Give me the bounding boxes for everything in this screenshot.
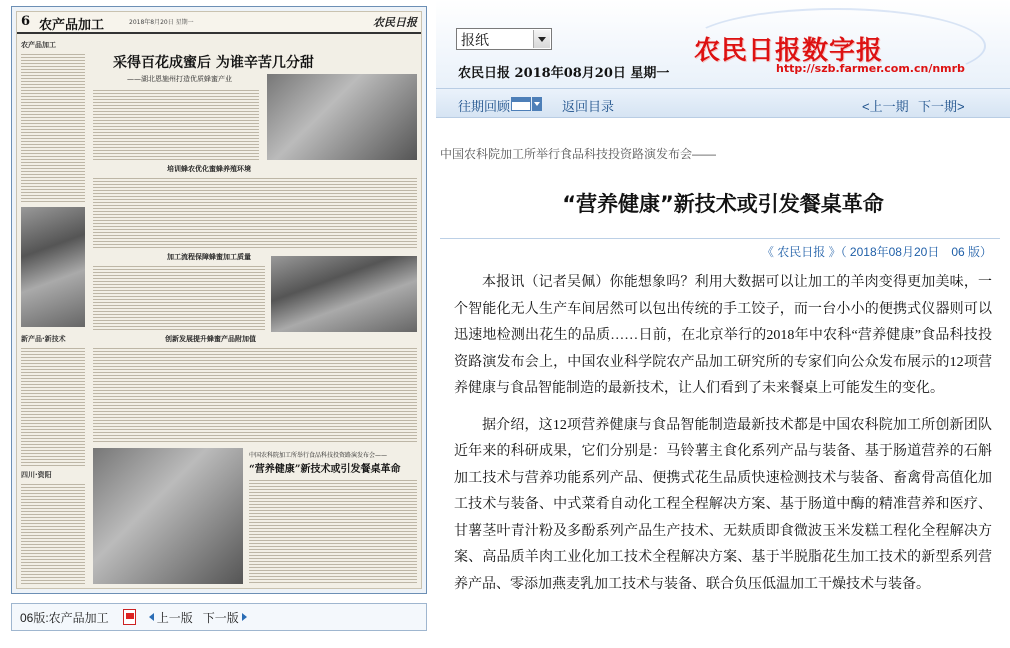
article-paragraph: 据介绍，这12项营养健康与食品智能制造最新技术都是中国农科院加工所创新团队近年来的科研成果，它们分别是：马铃薯主食化系列产品与装备、基于肠道营养的石斛加工技术与营养功能系列产品、便携式花生品质快速检测技术与装备、畜禽骨高值化加工技术与装备、中式菜肴自动化工程全程解决方案、基于肠道中酶的精准营养和医疗、甘薯茎叶青汁粉及多酚系列产品生产技术、无麸质即食微波玉米发糕工程化全程解决方案、高品质羊肉工业化加工技术全程解决方案、基于半脱脂花生加工技术的新型系列营养产品、零添加燕麦乳加工技术与装备、联合负压低温加工干燥技术与装备。 xyxy=(454,417,992,592)
page-nav-bar xyxy=(11,603,427,631)
text-column xyxy=(21,346,85,466)
title-divider xyxy=(440,238,1000,239)
calendar-dropdown-icon[interactable] xyxy=(532,97,542,111)
photo-beekeeper xyxy=(267,74,417,160)
article-paragraph: 本报讯（记者吴佩）你能想象吗？利用大数据可以让加工的羊肉变得更加美味，一个智能化无人生产车间居然可以包出传统的手工饺子，而一台小小的便携式仪器则可以迅速地检测出花生的品质……日前，在北京举行的2018年中农科“营养健康”食品科技投资路演发布会上，中国农业科学院农产品加工研究所的专家们向公众发布展示的12项营养健康与食品智能制造的最新技术，让人们看到了未来餐桌上可能发生的变化。 xyxy=(454,275,992,396)
page-section-name: 农产品加工 xyxy=(39,18,105,33)
text-column xyxy=(93,176,417,248)
paper-select[interactable] xyxy=(456,28,552,50)
left-panel xyxy=(0,0,436,648)
site-url: http://szb.farmer.com.cn/nmrb xyxy=(776,62,965,75)
issue-dateline: 农民日报 2018年08月20日 星期一 xyxy=(458,66,670,81)
newspaper-page-image[interactable] xyxy=(16,11,422,589)
past-review-link[interactable]: 往期回顾 xyxy=(458,99,511,114)
page-subhead-1: 培训蜂农优化蜜蜂养殖环境 xyxy=(167,165,251,173)
photo-bees xyxy=(271,256,417,332)
issue-nav-bar xyxy=(436,88,1010,118)
calendar-icon[interactable] xyxy=(511,97,531,111)
page-header xyxy=(17,12,421,34)
article-source[interactable]: 《 农民日报 》（ 2018年08月20日 06 版） xyxy=(761,245,992,259)
site-logo: 农民日报数字报 xyxy=(694,36,884,66)
prev-page-label: 上一版 xyxy=(156,610,193,625)
page-headline-main[interactable]: 采得百花成蜜后 为谁辛苦几分甜 xyxy=(113,55,314,71)
arrow-right-icon xyxy=(242,613,247,621)
page-date: 2018年8月20日 星期一 xyxy=(129,19,194,26)
text-column xyxy=(21,52,85,202)
next-page-label: 下一版 xyxy=(202,610,239,625)
text-column xyxy=(249,478,417,584)
right-panel xyxy=(436,0,1010,648)
prev-page-link[interactable] xyxy=(149,609,193,626)
pdf-icon[interactable] xyxy=(123,609,137,625)
page-number: 6 xyxy=(21,14,31,29)
page-subhead-2: 加工流程保障蜂蜜加工质量 xyxy=(167,253,251,261)
site-banner xyxy=(436,0,1010,88)
current-section[interactable]: 06版:农产品加工 xyxy=(20,610,109,625)
article-title: “营养健康”新技术或引发餐桌革命 xyxy=(562,192,884,216)
side-heading-2: 新产品·新技术 xyxy=(21,335,66,343)
photo-left-1 xyxy=(21,207,85,327)
photo-food-tech xyxy=(93,448,243,584)
page-headline-2[interactable]: “营养健康”新技术或引发餐桌革命 xyxy=(249,464,401,475)
text-column xyxy=(93,264,265,330)
paper-select-value: 报纸 xyxy=(461,33,489,49)
chevron-down-icon[interactable] xyxy=(533,30,550,48)
next-issue-link[interactable]: 下一期> xyxy=(918,99,965,114)
side-heading-1: 农产品加工 xyxy=(21,41,56,49)
text-column xyxy=(21,482,85,586)
next-page-link[interactable] xyxy=(203,609,247,626)
page-kicker-2: 中国农科院加工所举行食品科技投资路演发布会—— xyxy=(249,452,388,459)
prev-issue-link[interactable]: <上一期 xyxy=(862,99,909,114)
paper-logo: 农民日报 xyxy=(373,16,417,29)
page-subhead-3: 创新发展提升蜂蜜产品附加值 xyxy=(165,335,256,343)
article-kicker: 中国农科院加工所举行食品科技投资路演发布会—— xyxy=(440,147,717,161)
article-body xyxy=(454,270,992,608)
page-subhead-main: ——湖北恩施州打造优质蜂蜜产业 xyxy=(127,75,232,83)
text-column xyxy=(93,88,259,160)
text-column xyxy=(93,346,417,442)
newspaper-page-viewer[interactable] xyxy=(11,6,427,594)
arrow-left-icon xyxy=(149,613,154,621)
back-to-toc-link[interactable]: 返回目录 xyxy=(562,99,615,114)
side-heading-3: 四川·资阳 xyxy=(21,471,52,479)
